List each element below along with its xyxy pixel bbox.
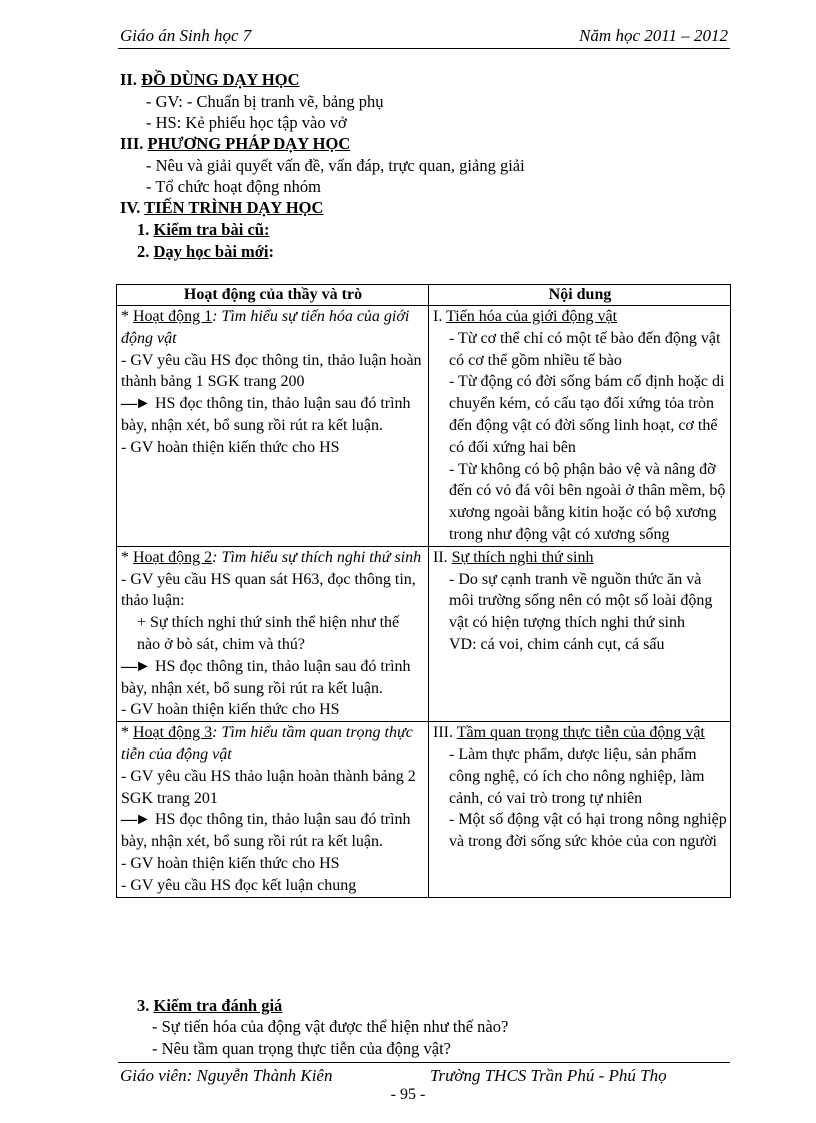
bullet-star: * [121, 308, 133, 325]
activity-step-text: HS đọc thông tin, thảo luận sau đó trình bày, nhận xét, bổ sung rồi rút ra kết luận. [121, 657, 411, 697]
activity-step [121, 809, 425, 853]
content-title: Tiến hóa của giới động vật [446, 308, 618, 325]
activity-step: - GV yêu cầu HS quan sát H63, đọc thông tin, thảo luận: [121, 570, 416, 610]
content-item: - Từ động có đời sống bám cố định hoặc di chuyển kém, có cấu tạo đối xứng tỏa tròn đến động vật có đời sống linh hoạt, cơ thể có đối xứng hai bên [449, 373, 725, 456]
content-cell-3 [429, 722, 731, 897]
activity-title: : Tìm hiểu sự tiến hóa của giới động vật [121, 308, 410, 347]
subsection-title: Dạy học bài mới [153, 242, 269, 261]
bullet-star: * [121, 724, 133, 742]
subsection-title: Kiểm tra đánh giá [153, 996, 283, 1015]
content-title: Tầm quan trọng thực tiễn của động vật [456, 724, 705, 742]
bullet-star: * [121, 548, 133, 566]
content-number: II. [433, 548, 452, 566]
section-ii-heading [120, 70, 300, 90]
subsection-number: 1. [137, 220, 154, 239]
subsection-3 [137, 996, 282, 1016]
subsection-colon: : [268, 242, 275, 261]
activity-heading [121, 306, 425, 350]
footer-teacher: Giáo viên: Nguyễn Thành Kiên [120, 1066, 333, 1085]
content-item: - Từ cơ thể chỉ có một tế bào đến động vật có cơ thể gồm nhiều tế bào [449, 329, 721, 369]
activity-step: - GV hoàn thiện kiến thức cho HS [121, 854, 340, 872]
header-school-year: Năm học 2011 – 2012 [579, 26, 728, 45]
activity-question: + Sự thích nghi thứ sinh thể hiện như thế nào ở bò sát, chim và thú? [137, 614, 400, 653]
section-title: ĐỒ DÙNG DẠY HỌC [141, 70, 300, 89]
activity-step: - GV hoàn thiện kiến thức cho HS [121, 701, 340, 719]
section-iii-item-b: - Tổ chức hoạt động nhóm [146, 177, 321, 196]
page-number: - 95 - [390, 1086, 426, 1103]
section-ii-gv: - GV: - Chuẩn bị tranh vẽ, bảng phụ [146, 92, 384, 111]
section-title: PHƯƠNG PHÁP DẠY HỌC [147, 134, 351, 153]
content-item: - Làm thực phẩm, dược liệu, sản phẩm công nghệ, có ích cho nông nghiệp, làm cảnh, có vai trò trong tự nhiên [449, 745, 705, 807]
section-iv-heading [120, 198, 323, 218]
content-example: VD: cá voi, chim cánh cụt, cá sấu [449, 635, 665, 653]
table-header-row [117, 285, 731, 306]
subsection-title: Kiểm tra bài cũ: [153, 220, 270, 239]
activity-step-text: HS đọc thông tin, thảo luận sau đó trình bày, nhận xét, bổ sung rồi rút ra kết luận. [121, 395, 411, 434]
content-heading [433, 306, 727, 328]
subsection-number: 3. [137, 996, 154, 1015]
content-item: - Từ không có bộ phận bảo vệ và nâng đỡ đến có vỏ đá vôi bên ngoài ở thân mềm, bộ xương ngoài bằng kitin hoặc có bộ xương trong như động vật có xương sống [449, 460, 726, 543]
header-subject: Giáo án Sinh học 7 [120, 26, 252, 45]
content-item: - Một số động vật có hại trong nông nghiệp và trong đời sống sức khỏe của con người [449, 811, 727, 851]
content-cell-2 [429, 546, 731, 721]
subsection-2 [137, 242, 274, 262]
activity-step: - GV yêu cầu HS đọc thông tin, thảo luận hoàn thành bảng 1 SGK trang 200 [121, 351, 422, 391]
activity-step: - GV yêu cầu HS thảo luận hoàn thành bảng 2 SGK trang 201 [121, 767, 416, 807]
activity-step [121, 393, 425, 437]
activity-title: : Tìm hiểu sự thích nghi thứ sinh [212, 548, 422, 566]
content-number: III. [433, 724, 457, 742]
col-header-content: Nội dung [429, 285, 731, 306]
section-iii-heading [120, 134, 350, 154]
right-arrow-icon: —► [121, 657, 149, 675]
content-item: - Do sự cạnh tranh về nguồn thức ăn và môi trường sống nên có một số loài động vật có hiện tượng thích nghi thứ sinh [449, 570, 713, 632]
table-row [117, 546, 731, 721]
activity-cell-2 [117, 546, 429, 721]
section-number: IV. [120, 198, 145, 217]
section-title: TIẾN TRÌNH DẠY HỌC [144, 198, 324, 217]
activity-step: - GV hoàn thiện kiến thức cho HS [121, 438, 340, 456]
activity-heading [121, 547, 425, 569]
activity-step: - GV yêu cầu HS đọc kết luận chung [121, 876, 357, 894]
page-header [118, 24, 730, 49]
content-number: I. [433, 308, 447, 325]
activity-label: Hoạt động 3 [133, 724, 213, 742]
section-iii-item-a: - Nêu và giải quyết vấn đề, vấn đáp, trực quan, giảng giải [146, 156, 525, 175]
subsection-1 [137, 220, 269, 240]
activity-heading [121, 722, 425, 766]
activity-label: Hoạt động 1 [133, 308, 213, 325]
right-arrow-icon: —► [121, 395, 149, 413]
assessment-question-1: - Sự tiến hóa của động vật được thể hiện như thế nào? [152, 1017, 509, 1036]
content-heading [433, 722, 727, 744]
table-row [117, 722, 731, 897]
assessment-question-2: - Nêu tầm quan trọng thực tiễn của động vật? [152, 1039, 451, 1058]
activity-title: : Tìm hiểu tầm quan trọng thực tiễn của động vật [121, 724, 413, 763]
footer-school: Trường THCS Trần Phú - Phú Thọ [430, 1066, 667, 1085]
section-number: III. [120, 134, 148, 153]
col-header-activities: Hoạt động của thầy và trò [117, 285, 429, 306]
page-footer [118, 1062, 730, 1089]
lesson-table [116, 284, 731, 898]
activity-label: Hoạt động 2 [133, 548, 213, 566]
activity-cell-1 [117, 306, 429, 547]
activity-step [121, 656, 425, 700]
table-row [117, 306, 731, 547]
activity-cell-3 [117, 722, 429, 897]
subsection-number: 2. [137, 242, 154, 261]
content-cell-1 [429, 306, 731, 547]
activity-step-text: HS đọc thông tin, thảo luận sau đó trình bày, nhận xét, bổ sung rồi rút ra kết luận. [121, 811, 411, 851]
right-arrow-icon: —► [121, 811, 149, 829]
content-heading [433, 547, 727, 569]
content-title: Sự thích nghi thứ sinh [451, 548, 594, 566]
section-number: II. [120, 70, 142, 89]
section-ii-hs: - HS: Kẻ phiếu học tập vào vở [146, 113, 347, 132]
